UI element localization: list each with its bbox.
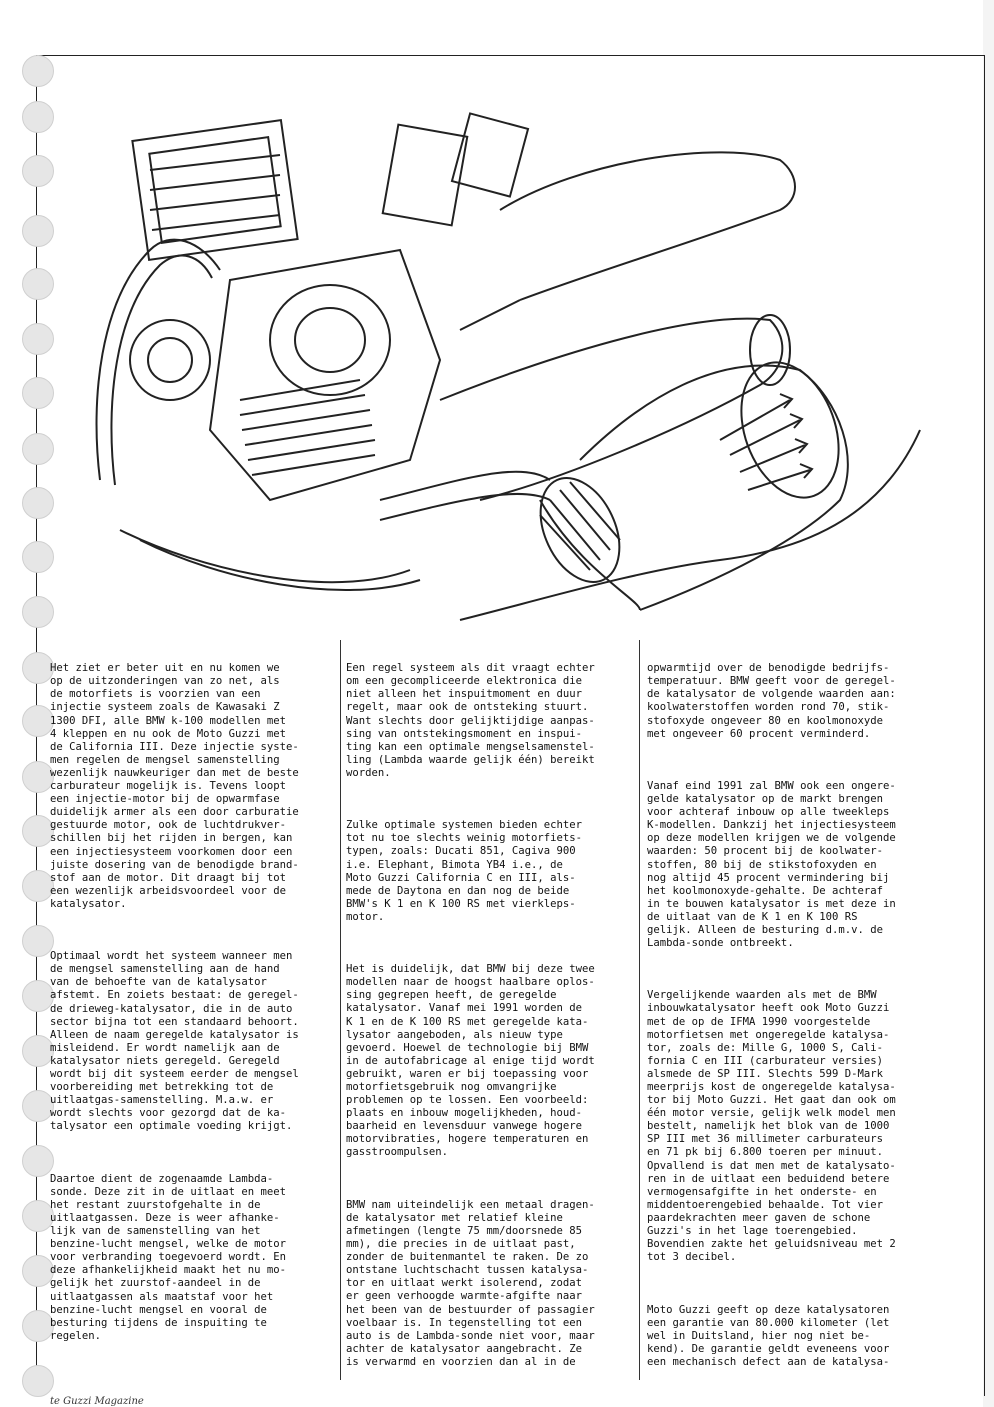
paragraph: Daartoe dient de zogenaamde Lambda- sonde. Deze zit in de uitlaat en meet het restant zuurstofgehalte in de uitlaatgassen. Deze is weer afhanke- lijk van de samenstelling van het benzine-lucht mengsel, welke de motor voor verbranding toegevoerd wordt. En deze afhankelijkheid maakt het nu mo- gelijk het zuurstof-aandeel in de uitlaatgassen als maatstaf voor het benzine-lucht mengsel en vooral de besturing tijdens de inspuiting te regelen.	[50, 1172, 286, 1342]
page-footer: te Guzzi Magazine	[50, 1396, 144, 1407]
paragraph: Optimaal wordt het systeem wanneer men de mengsel samenstelling aan de hand van de behoefte van de katalysator afstemt. En zoiets bestaat: de geregel- de drieweg-katalysator, die in de auto sector bijna tot een standaard behoort. Alleen de naam geregelde katalysator is misleidend. Er wordt namelijk aan de katalysator niets geregeld. Geregeld wordt bij dit systeem eerder de mengsel voorbereiding met betrekking tot de uitlaatgas-samenstelling. M.a.w. er wordt slechts voor gezorgd dat de ka- talysator een optimale voeding krijgt.	[50, 950, 299, 1133]
column-divider	[340, 640, 341, 1380]
paragraph: Vanaf eind 1991 zal BMW ook een ongere- gelde katalysator op de markt brengen voor achteraf inbouw op alle tweekleps K-modellen. Dankzij het injectiesysteem op deze modellen krijgen we de volgende waarden: 50 procent bij de koolwater- stoffen, 80 bij de stikstofoxyden en nog altijd 45 procent vermindering bij het koolmonoxyde-gehalte. De achteraf in te bouwen katalysator is met deze in de uitlaat van de K 1 en K 100 RS gelijk. Alleen de besturing d.m.v. de Lambda-sonde ontbreekt.	[647, 779, 896, 950]
text-column-1	[50, 636, 335, 1369]
paragraph: Een regel systeem als dit vraagt echter om een gecompliceerde elektronica die niet alleen het inspuitmoment en duur regelt, maar ook de ontsteking stuurt. Want slechts door gelijktijdige aanpas- sing van ontstekingsmoment en inspui- ting kan een optimale mengselsamenstel- ling (Lambda waarde gelijk één) bereikt worden.	[346, 662, 595, 779]
text-column-3	[647, 636, 937, 1395]
paragraph: Moto Guzzi geeft op deze katalysatoren een garantie van 80.000 kilometer (let wel in Duitsland, hier nog niet be- kend). De garantie geldt eveneens voor een mechanisch defect aan de katalysa-	[647, 1303, 890, 1368]
engine-illustration	[80, 100, 940, 625]
column-divider	[639, 640, 640, 1380]
paragraph: Zulke optimale systemen bieden echter tot nu toe slechts weinig motorfiets- typen, zoals: Ducati 851, Cagiva 900 i.e. Elephant, Bimota YB4 i.e., de Moto Guzzi California C en III, als- mede de Daytona en dan nog de beide BMW's K 1 en K 100 RS met vierkleps- motor.	[346, 819, 582, 923]
paragraph: BMW nam uiteindelijk een metaal dragen- de katalysator met relatief kleine afmetingen (lengte 75 mm/doorsnede 85 mm), die precies in de uitlaat past, zonder de buitenmantel te raken. De zo ontstane luchtschacht tussen katalysa- tor en uitlaat werkt isolerend, zodat er geen verhoogde warmte-afgifte naar het been van de bestuurder of passagier voelbaar is. In tegenstelling tot een auto is de Lambda-sonde niet voor, maar achter de katalysator aangebracht. Ze is verwarmd en voorzien dan al in de	[346, 1198, 595, 1368]
text-column-2	[346, 636, 630, 1395]
paragraph: Het is duidelijk, dat BMW bij deze twee modellen naar de hoogst haalbare oplos- sing gegrepen heeft, de geregelde katalysator. Vanaf mei 1991 worden de K 1 en de K 100 RS met geregelde kata- lysator aangeboden, als nieuw type gevoerd. Hoewel de technologie bij BMW in de autofabricage al enige tijd wordt gebruikt, waren er bij toepassing voor motorfietsgebruik nog omvangrijke problemen op te lossen. Een voorbeeld: plaats en inbouw mogelijkheden, houd- baarheid en levensduur vanwege hogere motorvibraties, hogere temperaturen en gasstroompulsen.	[346, 963, 595, 1159]
paragraph: Vergelijkende waarden als met de BMW inbouwkatalysator heeft ook Moto Guzzi met de op de IFMA 1990 voorgestelde motorfietsen met ongeregelde katalysa- tor, zoals de: Mille G, 1000 S, Cali- fornia C en III (carburateur versies) alsmede de SP III. Slechts 599 D-Mark meerprijs kost de ongeregelde katalysa- tor bij Moto Guzzi. Het gaat dan ook om één motor versie, gelijk welk model men bestelt, namelijk het blok van de 1000 SP III met 36 millimeter carburateurs en 71 pk bij 6.800 toeren per minuut. Opvallend is dat men met de katalysato- ren in de uitlaat een beduidend betere vermogensafgifte in het onderste- en middentoerengebied behaalde. Tot vier paardekrachten meer gaven de schone Guzzi's in het lage toerengebied. Bovendien zakte het geluidsniveau met 2 tot 3 decibel.	[647, 989, 896, 1264]
paragraph: Het ziet er beter uit en nu komen we op de uitzonderingen van zo net, als de motorfiets is voorzien van een injectie systeem zoals de Kawasaki Z 1300 DFI, alle BMW k-100 modellen met 4 kleppen en nu ook de Moto Guzzi met de California III. Deze injectie syste- men regelen de mengsel samenstelling wezenlijk nauwkeuriger dan met de beste carburateur mogelijk is. Tevens loopt een injectie-motor bij de opwarmfase duidelijk armer als een door carburatie gestuurde motor, ook de luchtdrukver- schillen bij het rijden in bergen, kan een injectiesysteem voorkomen door een juiste dosering van de benodigde brand- stof aan de motor. Dit draagt bij tot een wezenlijk arbeidsvoordeel voor de katalysator.	[50, 662, 299, 910]
paragraph: opwarmtijd over de benodigde bedrijfs- temperatuur. BMW geeft voor de geregel- de katalysator de volgende waarden aan: koolwaterstoffen worden rond 70, stik- stofoxyde ongeveer 80 en koolmonoxyde met ongeveer 60 procent verminderd.	[647, 662, 896, 740]
